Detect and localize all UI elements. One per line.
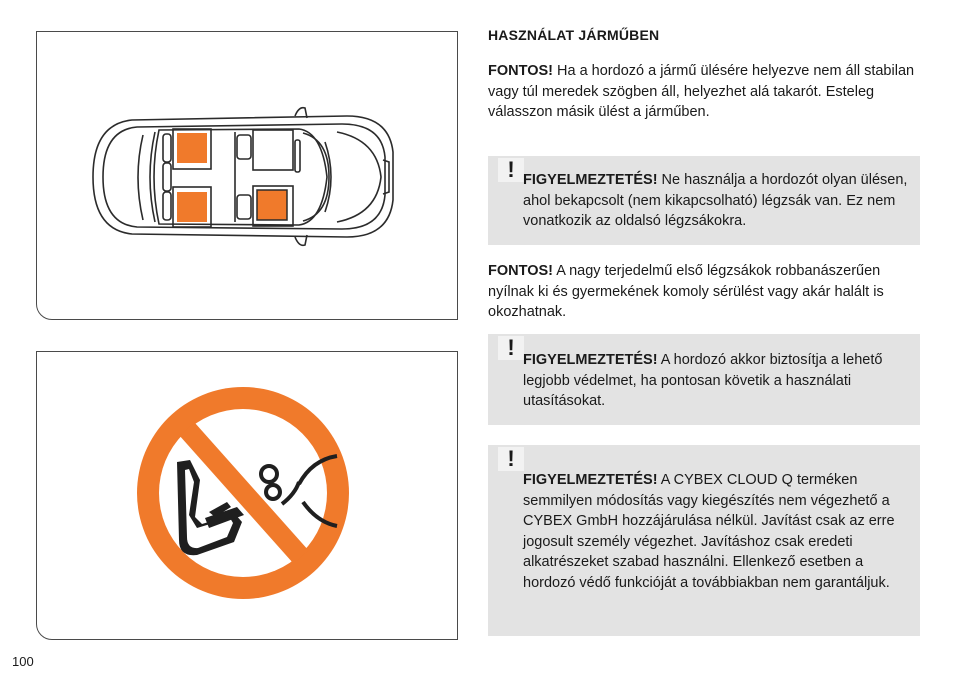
- warning-text: [523, 470, 916, 593]
- important-text: Ha a hordozó a jármű ülésére helyezve nem áll stabilan vagy túl meredek szögben áll, helyezhet alá takarót. Esteleg válasszon másik ülést a járműben.: [488, 63, 915, 120]
- car-top-view-icon: [37, 32, 459, 321]
- warning-label: FIGYELMEZTETÉS!: [523, 172, 658, 188]
- important-label: FONTOS!: [488, 63, 553, 79]
- exclamation-icon: !: [498, 336, 524, 360]
- important-label: FONTOS!: [488, 263, 553, 279]
- warning-box-3: [488, 445, 920, 636]
- warning-body: A CYBEX CLOUD Q terméken semmilyen módosítás vagy kiegészítés nem végezhető a CYBEX GmbH hozzájárulása nélkül. Javítást csak az erre jogosult személy végezhet. Javításhoz csak eredeti alkatrészeket szabad használni. Ellenkező esetben a hordozó védő funkcióját a továbbiakban nem garantáljuk.: [523, 472, 895, 591]
- important-paragraph-2: [488, 261, 920, 323]
- warning-text: [523, 170, 916, 232]
- warning-body: A hordozó akkor biztosítja a lehető legjobb védelmet, ha pontosan követik a használati utasításokat.: [523, 352, 883, 409]
- page-number: 100: [12, 654, 34, 669]
- exclamation-icon: !: [498, 447, 524, 471]
- warning-text: [523, 350, 916, 412]
- important-text: A nagy terjedelmű első légzsákok robbanászerűen nyílnak ki és gyermekének komoly sérülést vagy akár halált is okozhatnak.: [488, 263, 884, 320]
- warning-box-1: [488, 156, 920, 245]
- exclamation-icon: !: [498, 158, 524, 182]
- prohibition-icon: [37, 352, 459, 641]
- airbag-prohibition-frame: [36, 351, 458, 640]
- car-seating-illustration-frame: [36, 31, 458, 320]
- warning-body: Ne használja a hordozót olyan ülésen, ahol bekapcsolt (nem kikapcsolható) légzsák van. Ez nem vonatkozik az oldalsó légzsákokra.: [523, 172, 908, 229]
- important-paragraph-1: [488, 61, 920, 123]
- warning-label: FIGYELMEZTETÉS!: [523, 472, 658, 488]
- allowed-seat-front-passenger: [257, 190, 287, 220]
- warning-label: FIGYELMEZTETÉS!: [523, 352, 658, 368]
- allowed-seat-rear-right: [177, 192, 207, 222]
- allowed-seat-rear-left: [177, 133, 207, 163]
- section-heading: HASZNÁLAT JÁRMŰBEN: [488, 27, 660, 43]
- warning-box-2: [488, 334, 920, 425]
